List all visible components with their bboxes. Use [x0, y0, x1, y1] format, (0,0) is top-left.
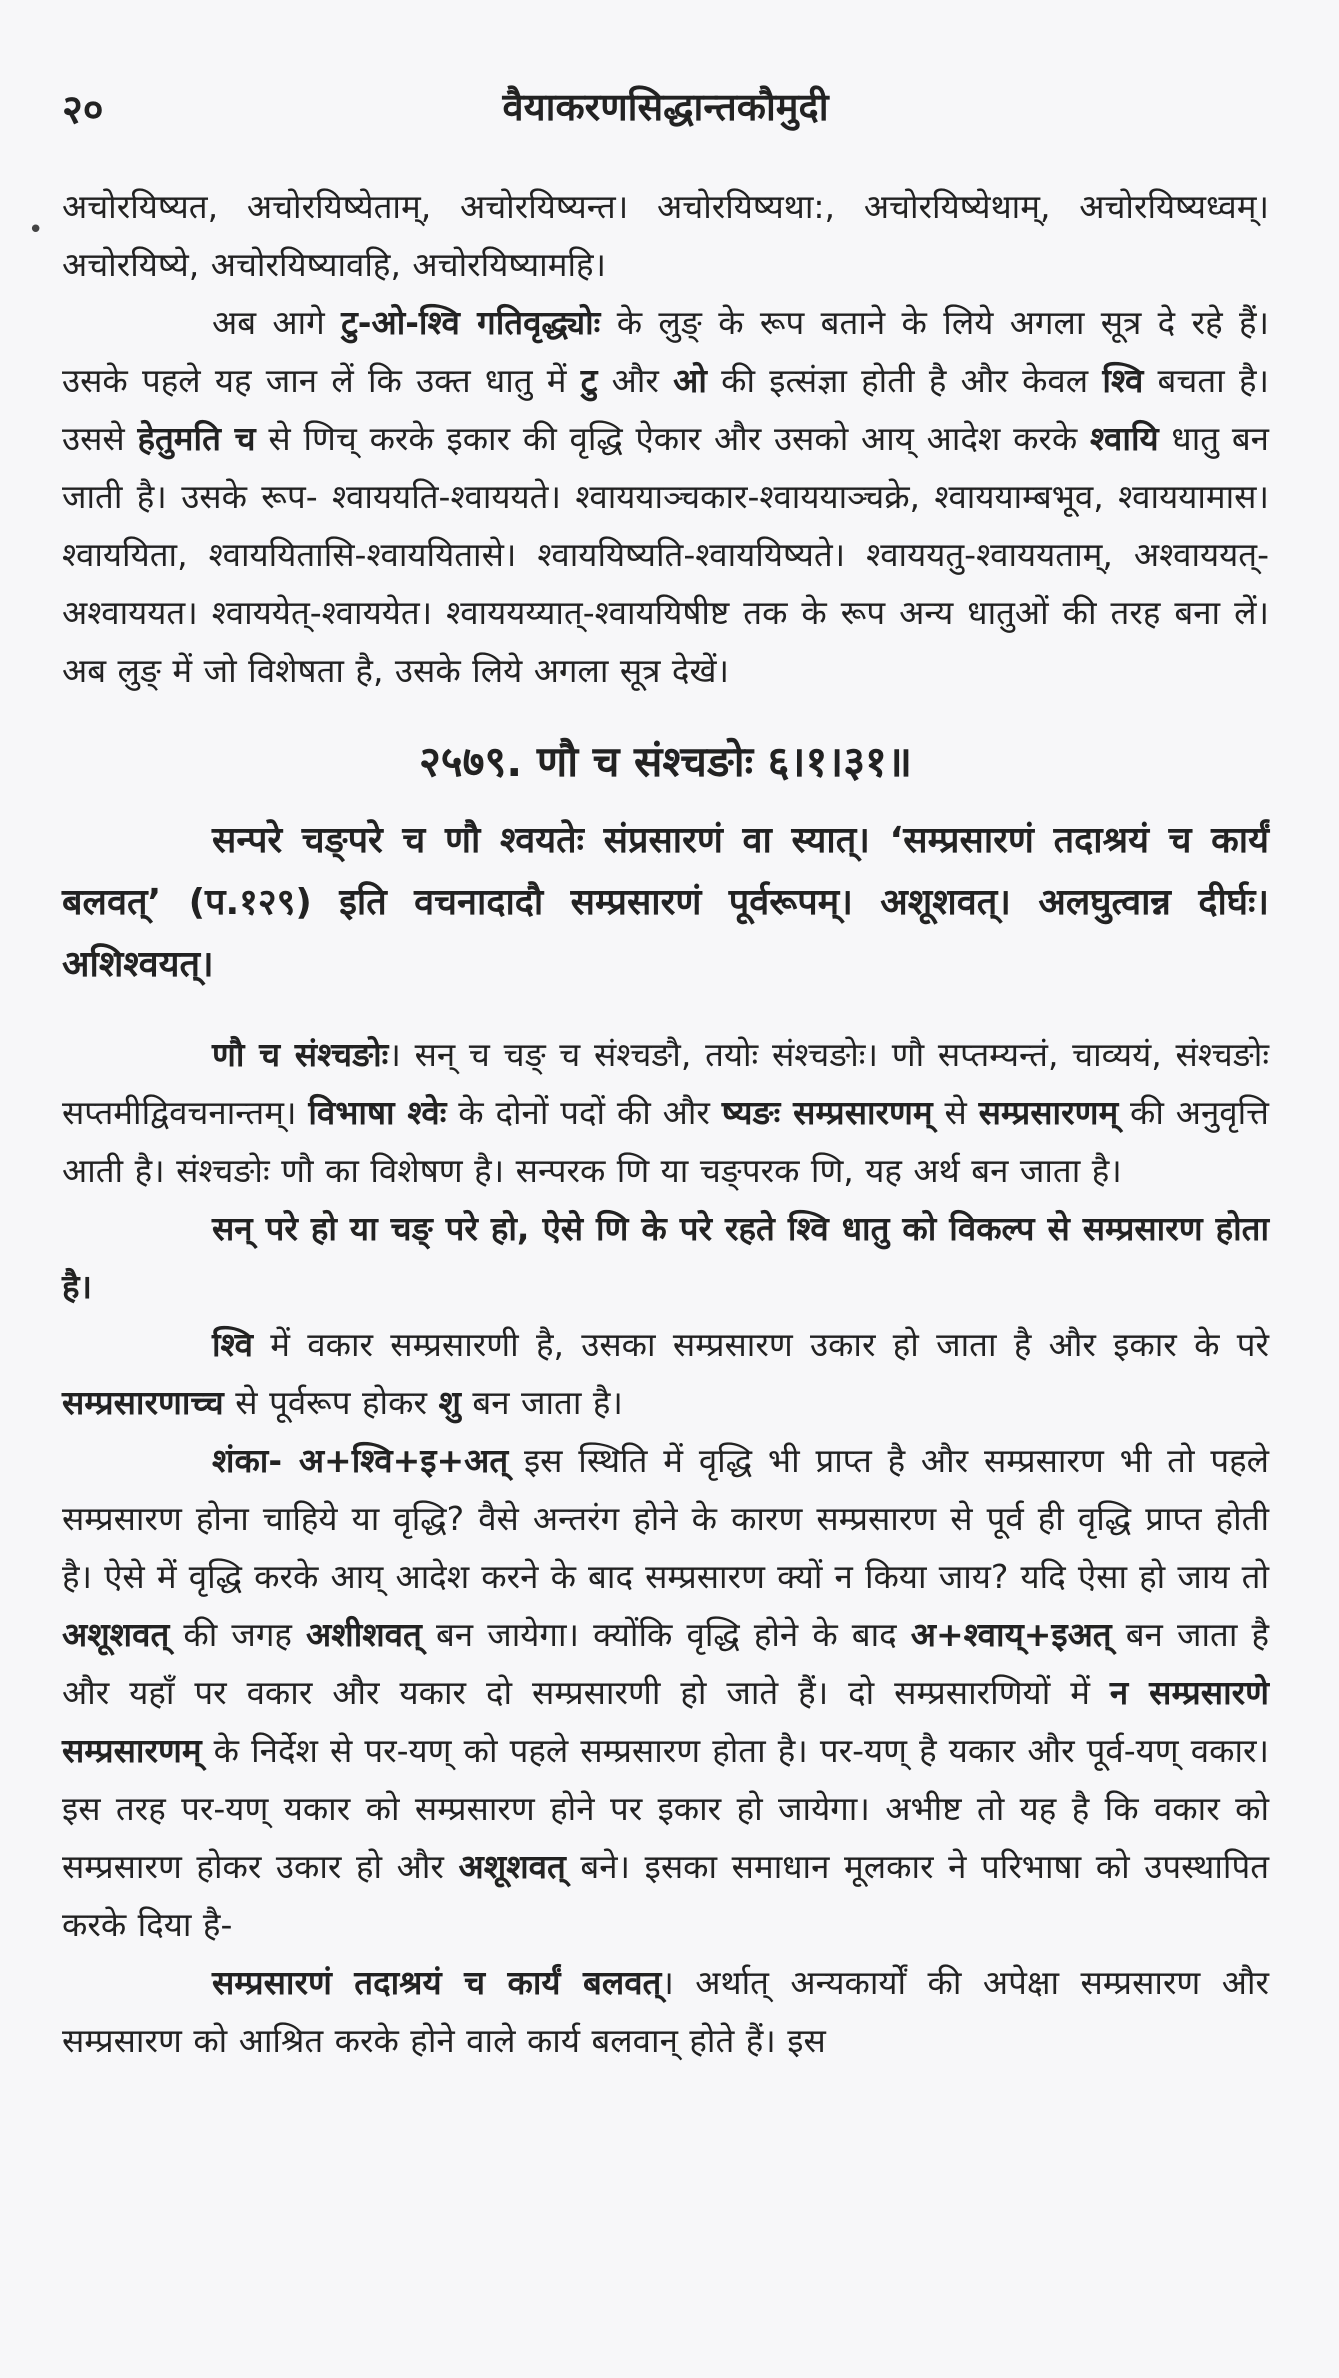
commentary-paragraph-5: सम्प्रसारणं तदाश्रयं च कार्यं बलवत्। अर्थात् अन्यकार्यों की अपेक्षा सम्प्रसारण और सम्प्रसारण को आश्रित करके होने वाले कार्य बलवान् होते हैं। इस [62, 1963, 1269, 2060]
sutra-heading: २५७९. णौ च संश्चङोः ६।१।३१॥ [418, 737, 913, 786]
commentary-paragraph-4: शंका- अ+श्वि+इ+अत् इस स्थिति में वृद्धि भी प्राप्त है और सम्प्रसारण भी तो पहले सम्प्रसारण होना चाहिये या वृद्धि? वैसे अन्तरंग होने के कारण सम्प्रसारण से पूर्व ही वृद्धि प्राप्त होती है। ऐसे में वृद्धि करके आय् आदेश करने के बाद सम्प्रसारण क्यों न किया जाय? यदि ऐसा हो जाय तो अशूशवत् की जगह अशीशवत् बन जायेगा। क्योंकि वृद्धि होने के बाद अ+श्वाय्+इअत् बन जाता है और यहाँ पर वकार और यकार दो सम्प्रसारणी हो जाते हैं। दो सम्प्रसारणियों में न सम्प्रसारणे सम्प्रसारणम् के निर्देश से पर-यण् को पहले सम्प्रसारण होता है। पर-यण् है यकार और पूर्व-यण् वकार। इस तरह पर-यण् यकार को सम्प्रसारण होने पर इकार हो जायेगा। अभीष्ट तो यह है कि वकार को सम्प्रसारण होकर उकार हो और अशूशवत् बने। इसका समाधान मूलकार ने परिभाषा को उपस्थापित करके दिया है- [62, 1441, 1270, 1944]
commentary-paragraph-1: णौ च संश्चङोः। सन् च चङ् च संश्चङौ, तयोः संश्चङोः। णौ सप्तम्यन्तं, चाव्ययं, संश्चङोः सप्तमीद्विवचनान्तम्। विभाषा श्वेः के दोनों पदों की और ष्यङः सम्प्रसारणम् से सम्प्रसारणम् की अनुवृत्ति आती है। संश्चङोः णौ का विशेषण है। सन्परक णि या चङ्परक णि, यह अर्थ बन जाता है। [62, 1035, 1269, 1190]
page-number: २० [62, 87, 104, 133]
running-title: वैयाकरणसिद्धान्तकौमुदी [502, 85, 829, 129]
sutra-vritti: सन्परे चङ्परे च णौ श्वयतेः संप्रसारणं वा स्यात्। ‘सम्प्रसारणं तदाश्रयं च कार्यं बलवत्’ (प.१२९) इति वचनादादौ सम्प्रसारणं पूर्वरूपम्। अशूशवत्। अलघुत्वान्न दीर्घः। अशिश्वयत्। [62, 820, 1269, 985]
commentary-paragraph-2: सन् परे हो या चङ् परे हो, ऐसे णि के परे रहते श्वि धातु को विकल्प से सम्प्रसारण होता है। [62, 1209, 1269, 1306]
intro-paragraph-2: अब आगे टु-ओ-श्वि गतिवृद्ध्योः के लुङ् के रूप बताने के लिये अगला सूत्र दे रहे हैं। उसके पहले यह जान लें कि उक्त धातु में टु और ओ की इत्संज्ञा होती है और केवल श्वि बचता है। उससे हेतुमति च से णिच् करके इकार की वृद्धि ऐकार और उसको आय् आदेश करके श्वायि धातु बन जाती है। उसके रूप- श्वाययति-श्वाययते। श्वाययाञ्चकार-श्वाययाञ्चक्रे, श्वाययाम्बभूव, श्वाययामास। श्वाययिता, श्वाययितासि-श्वाययितासे। श्वाययिष्यति-श्वाययिष्यते। श्वाययतु-श्वाययताम्, अश्वाययत्-अश्वाययत। श्वाययेत्-श्वाययेत। श्वाययय्यात्-श्वाययिषीष्ट तक के रूप अन्य धातुओं की तरह बना लें। अब लुङ् में जो विशेषता है, उसके लिये अगला सूत्र देखें। [62, 303, 1269, 690]
commentary-paragraph-3: श्वि में वकार सम्प्रसारणी है, उसका सम्प्रसारण उकार हो जाता है और इकार के परे सम्प्रसारणाच्च से पूर्वरूप होकर शु बन जाता है। [62, 1325, 1269, 1422]
margin-mark: • [28, 215, 44, 245]
page-header [62, 80, 1269, 150]
intro-paragraph-1: अचोरयिष्यत, अचोरयिष्येताम्, अचोरयिष्यन्त। अचोरयिष्यथा:, अचोरयिष्येथाम्, अचोरयिष्यध्वम्। अचोरयिष्ये, अचोरयिष्यावहि, अचोरयिष्यामहि। [62, 187, 1269, 284]
